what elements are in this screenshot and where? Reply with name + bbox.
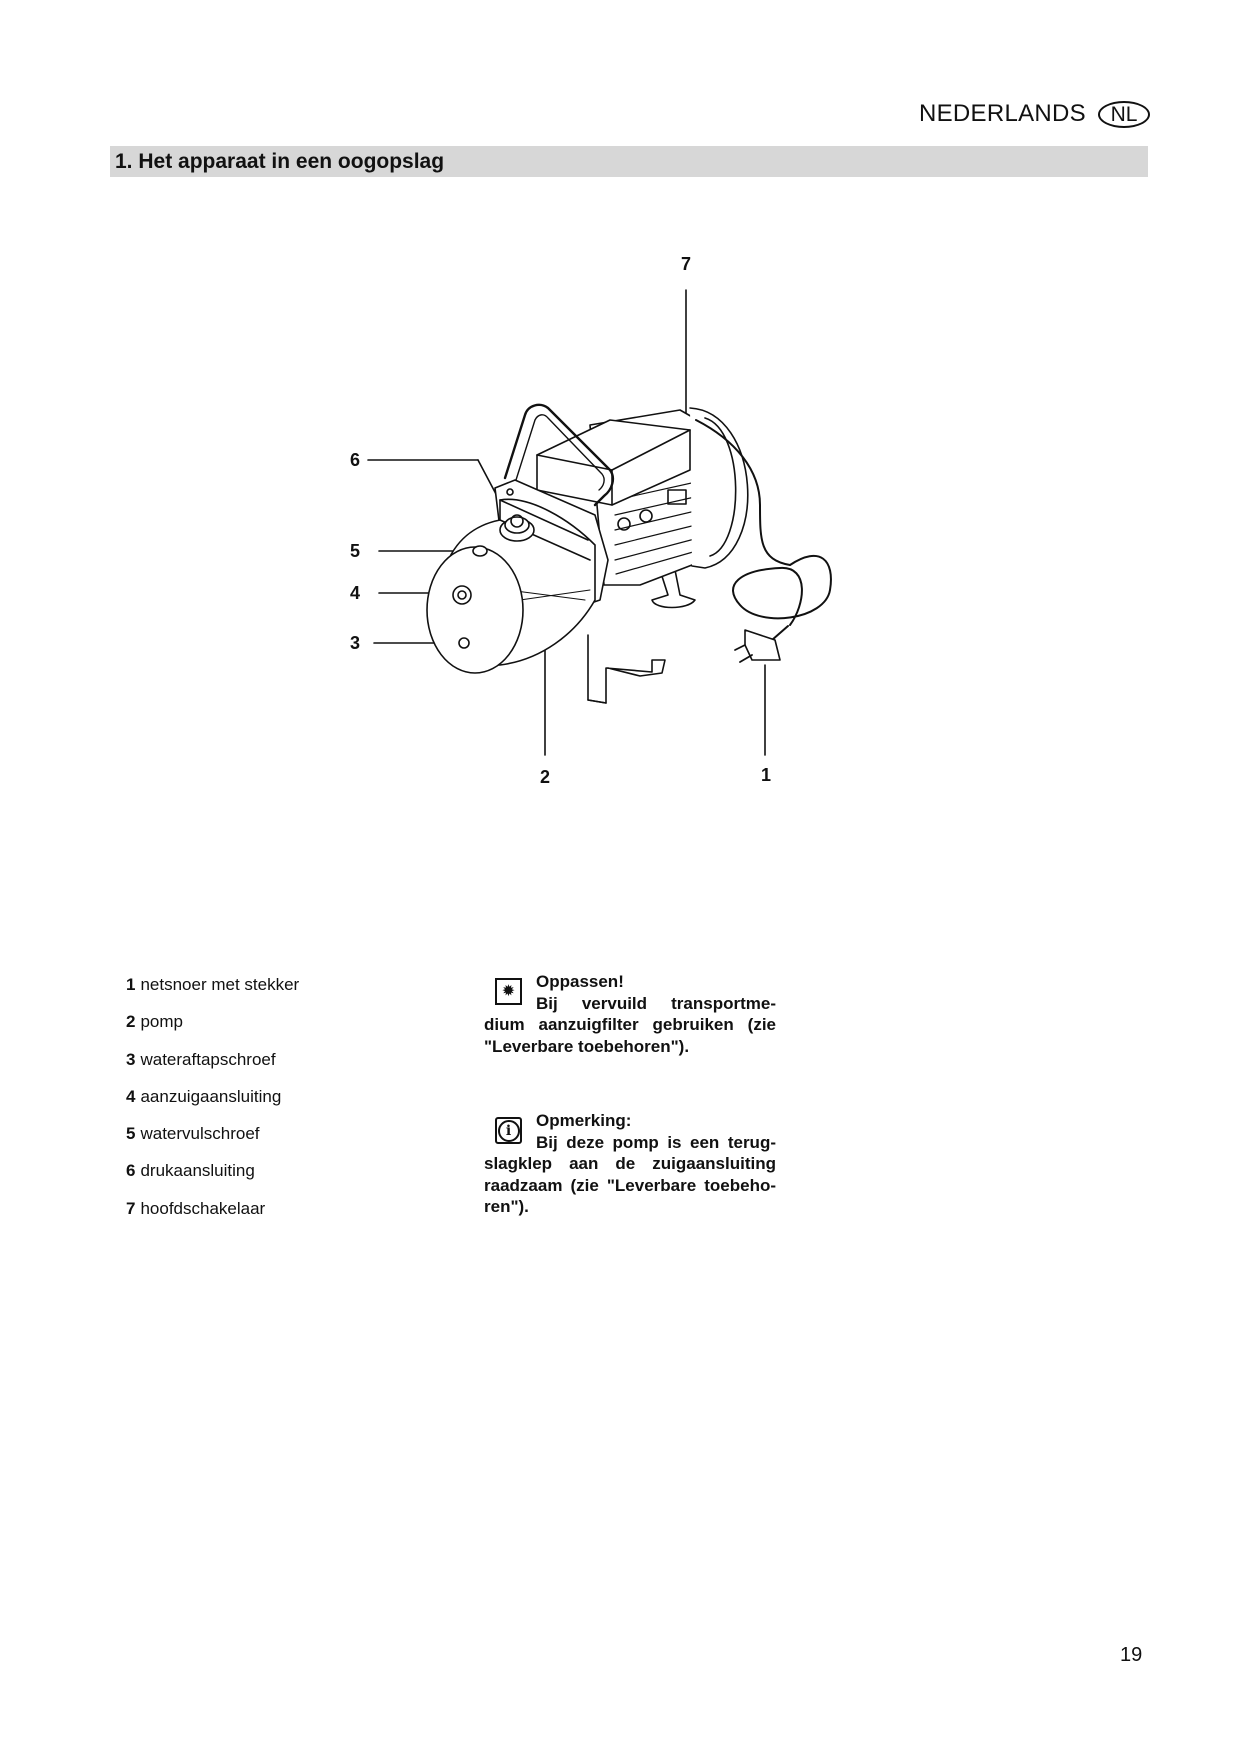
legend-text: aanzuigaansluiting (140, 1086, 282, 1106)
caution-text-line1: Bij vervuild transportme- (536, 993, 776, 1013)
legend-item (126, 1124, 466, 1161)
legend-item (126, 1087, 466, 1124)
legend-text: drukaansluiting (140, 1161, 255, 1181)
caution-note (484, 971, 776, 1057)
legend-number: 2 (126, 1012, 136, 1032)
caution-text: dium aanzuigfilter gebruiken (zie "Leverbare toebehoren"). (484, 1015, 776, 1056)
legend-number: 4 (126, 1086, 136, 1106)
legend-number: 3 (126, 1049, 136, 1069)
legend-item (126, 975, 466, 1012)
legend-item (126, 1050, 466, 1087)
callout-6: 6 (349, 450, 360, 470)
parts-legend (126, 975, 466, 1236)
legend-text: wateraftapschroef (140, 1049, 276, 1069)
page-number: 19 (1120, 1644, 1143, 1666)
legend-number: 7 (126, 1198, 136, 1218)
legend-number: 5 (126, 1124, 136, 1144)
legend-number: 1 (126, 975, 136, 994)
section-title: 1. Het apparaat in een oogopslag (110, 146, 1148, 177)
callout-3: 3 (349, 633, 360, 653)
callout-4: 4 (349, 583, 360, 603)
info-title: Opmerking: (536, 1111, 632, 1130)
callout-2: 2 (539, 767, 550, 787)
info-text: slagklep aan de zuigaansluiting raadzaam (zie "Leverbare toebeho-ren"). (484, 1154, 776, 1216)
language-header (880, 94, 1150, 134)
legend-item (126, 1161, 466, 1198)
callout-1: 1 (760, 765, 771, 785)
legend-item (126, 1199, 466, 1236)
info-note (484, 1110, 776, 1218)
legend-number: 6 (126, 1161, 136, 1181)
caution-title: Oppassen! (536, 972, 624, 991)
caution-icon: ✹ (495, 978, 522, 1005)
legend-text: hoofdschakelaar (140, 1198, 266, 1218)
legend-item (126, 1012, 466, 1049)
legend-text: netsnoer met stekker (140, 975, 300, 994)
callout-5: 5 (349, 541, 360, 561)
language-code-badge: NL (1098, 101, 1150, 128)
callout-7: 7 (680, 254, 691, 274)
info-text-line1: Bij deze pomp is een terug- (536, 1132, 776, 1152)
language-name: NEDERLANDS (918, 100, 1086, 127)
info-icon: i (495, 1117, 522, 1144)
legend-text: watervulschroef (140, 1124, 260, 1144)
legend-text: pomp (140, 1012, 183, 1032)
